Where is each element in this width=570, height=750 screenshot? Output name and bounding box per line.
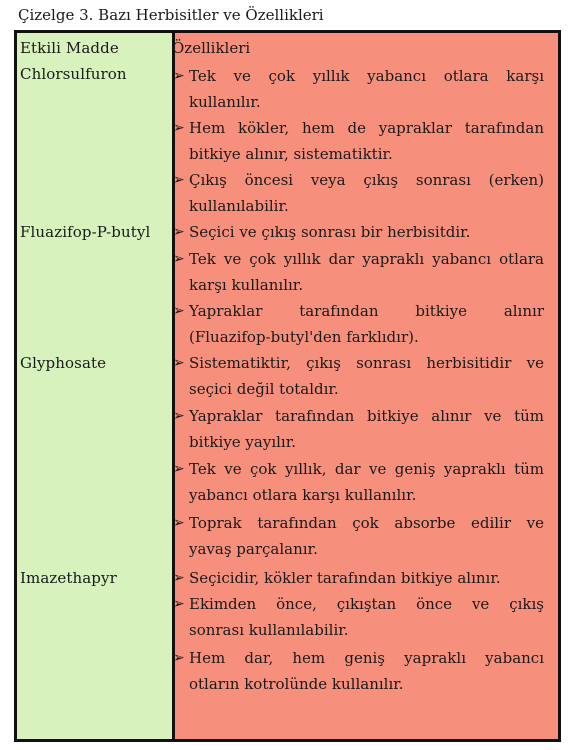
feature-line: (Fluazifop-butyl'den farklıdır). [189, 328, 419, 346]
feature-item [173, 645, 544, 697]
feature-item [173, 219, 544, 245]
feature-item [173, 298, 544, 350]
feature-item [173, 565, 544, 591]
feature-line: kullanılabilir. [189, 197, 289, 215]
feature-line: Yapraklar tarafından bitkiye alınır [189, 302, 544, 320]
arrow-bullet-icon: ➢ [173, 515, 185, 531]
feature-line: Yapraklar tarafından bitkiye alınır ve tüm [189, 407, 544, 425]
arrow-bullet-icon: ➢ [173, 68, 185, 84]
feature-item [173, 63, 544, 115]
arrow-bullet-icon: ➢ [173, 570, 185, 586]
feature-line: Toprak tarafından çok absorbe edilir ve [189, 514, 544, 532]
arrow-bullet-icon: ➢ [173, 355, 185, 371]
arrow-bullet-icon: ➢ [173, 120, 185, 136]
substance-header: Etkili Madde [20, 39, 119, 57]
feature-line: Sistematiktir, çıkış sonrası herbisitidir ve [189, 354, 544, 372]
feature-line: otların kotrolünde kullanılır. [189, 675, 404, 693]
arrow-bullet-icon: ➢ [173, 408, 185, 424]
feature-line: Hem kökler, hem de yapraklar tarafından [189, 119, 544, 137]
feature-line: Tek ve çok yıllık yabancı otlara karşı [189, 67, 544, 85]
feature-line: Hem dar, hem geniş yapraklı yabancı [189, 649, 544, 667]
feature-line: yabancı otlara karşı kullanılır. [189, 486, 417, 504]
feature-line: Çıkış öncesi veya çıkış sonrası (erken) [189, 171, 544, 189]
feature-line: bitkiye alınır, sistematiktir. [189, 145, 393, 163]
feature-line: Tek ve çok yıllık dar yapraklı yabancı otlara [189, 250, 544, 268]
arrow-bullet-icon: ➢ [173, 650, 185, 666]
arrow-bullet-icon: ➢ [173, 251, 185, 267]
table-caption: Çizelge 3. Bazı Herbisitler ve Özellikleri [18, 6, 324, 24]
arrow-bullet-icon: ➢ [173, 224, 185, 240]
feature-item [173, 115, 544, 167]
substance-name: Fluazifop-P-butyl [20, 223, 151, 241]
feature-line: sonrası kullanılabilir. [189, 621, 349, 639]
substance-name: Imazethapyr [20, 569, 117, 587]
feature-item [173, 456, 544, 508]
feature-line: seçici değil totaldır. [189, 380, 339, 398]
feature-item [173, 246, 544, 298]
feature-line: Seçicidir, kökler tarafından bitkiye alınır. [189, 569, 501, 587]
feature-item [173, 350, 544, 402]
features-header: Özellikleri [172, 39, 251, 57]
feature-line: Ekimden önce, çıkıştan önce ve çıkış [189, 595, 544, 613]
substance-column [17, 33, 175, 739]
feature-line: Seçici ve çıkış sonrası bir herbisitdir. [189, 223, 471, 241]
feature-line: kullanılır. [189, 93, 261, 111]
feature-item [173, 403, 544, 455]
features-column [172, 33, 558, 739]
herbicide-table [14, 30, 561, 742]
arrow-bullet-icon: ➢ [173, 303, 185, 319]
arrow-bullet-icon: ➢ [173, 172, 185, 188]
feature-item [173, 591, 544, 643]
feature-line: karşı kullanılır. [189, 276, 304, 294]
feature-line: Tek ve çok yıllık, dar ve geniş yapraklı tüm [189, 460, 544, 478]
arrow-bullet-icon: ➢ [173, 596, 185, 612]
feature-item [173, 510, 544, 562]
arrow-bullet-icon: ➢ [173, 461, 185, 477]
feature-item [173, 167, 544, 219]
feature-line: bitkiye yayılır. [189, 433, 297, 451]
substance-name: Glyphosate [20, 354, 107, 372]
feature-line: yavaş parçalanır. [189, 540, 318, 558]
substance-name: Chlorsulfuron [20, 65, 127, 83]
